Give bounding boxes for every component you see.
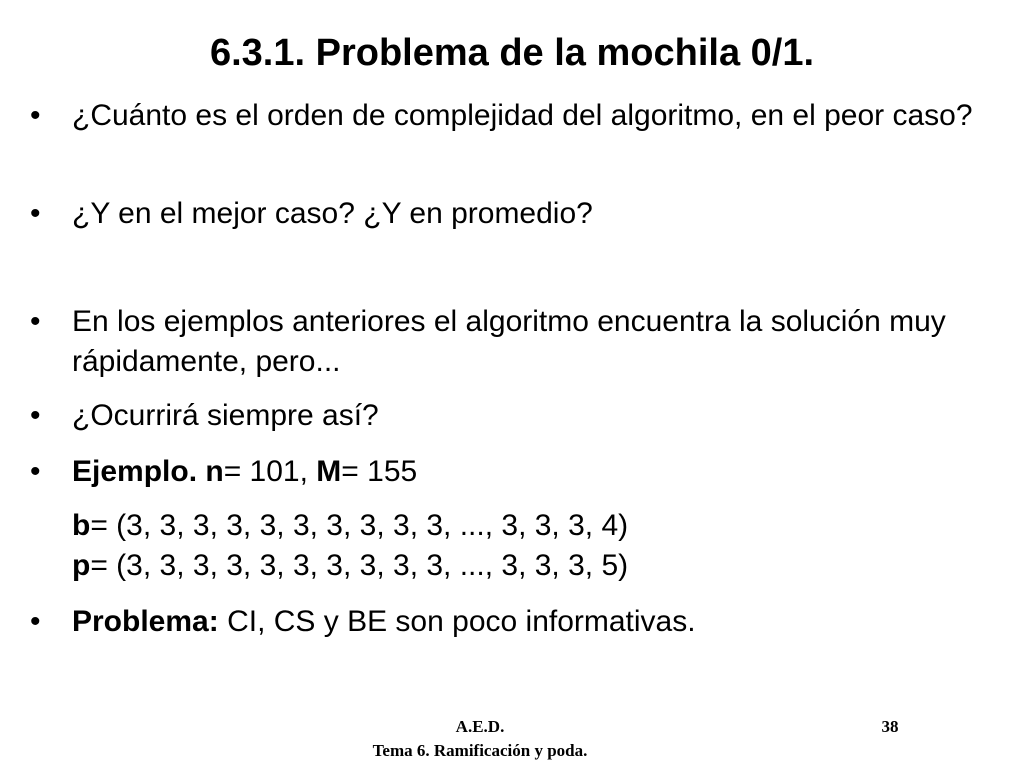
b-label: b <box>72 509 91 542</box>
b-vector-line <box>72 506 972 546</box>
problem-label: Problema: <box>72 605 219 638</box>
b-value: = (3, 3, 3, 3, 3, 3, 3, 3, 3, 3, ..., 3, 3, 3, 4) <box>90 509 629 542</box>
footer-course: A.E.D. <box>455 717 505 736</box>
bullet-icon: • <box>30 197 41 230</box>
p-label: p <box>72 549 91 582</box>
footer-page-number: 38 <box>881 717 899 736</box>
footer-topic: Tema 6. Ramificación y poda. <box>372 741 588 760</box>
bullet-item-example <box>30 452 990 492</box>
p-vector-line <box>72 546 972 586</box>
bullet-item-best-average <box>30 194 990 234</box>
bullet-item-previous-examples <box>30 302 990 382</box>
bullet-text: En los ejemplos anteriores el algoritmo encuentra la solución muy rápidamente, pero... <box>72 305 946 378</box>
bullet-item-always <box>30 396 990 436</box>
bullet-icon: • <box>30 305 41 338</box>
bullet-item-problem <box>30 602 990 642</box>
bullet-text: ¿Y en el mejor caso? ¿Y en promedio? <box>72 197 593 230</box>
example-label: Ejemplo. <box>72 455 198 488</box>
bullet-icon: • <box>30 399 41 432</box>
example-line <box>72 452 990 492</box>
problem-line <box>72 602 990 642</box>
bullet-text: ¿Ocurrirá siempre así? <box>72 399 379 432</box>
bullet-text: ¿Cuánto es el orden de complejidad del algoritmo, en el peor caso? <box>72 99 973 132</box>
bullet-icon: • <box>30 99 41 132</box>
bullet-icon: • <box>30 605 41 638</box>
p-value: = (3, 3, 3, 3, 3, 3, 3, 3, 3, 3, ..., 3, 3, 3, 5) <box>90 549 629 582</box>
bullet-icon: • <box>30 455 41 488</box>
slide-title: 6.3.1. Problema de la mochila 0/1. <box>209 32 815 74</box>
n-label: n <box>205 455 224 488</box>
n-value: = 101, <box>223 455 308 488</box>
bullet-item-complexity-worst <box>30 96 990 136</box>
m-label: M <box>316 455 342 488</box>
problem-text: CI, CS y BE son poco informativas. <box>227 605 696 638</box>
m-value: = 155 <box>341 455 418 488</box>
